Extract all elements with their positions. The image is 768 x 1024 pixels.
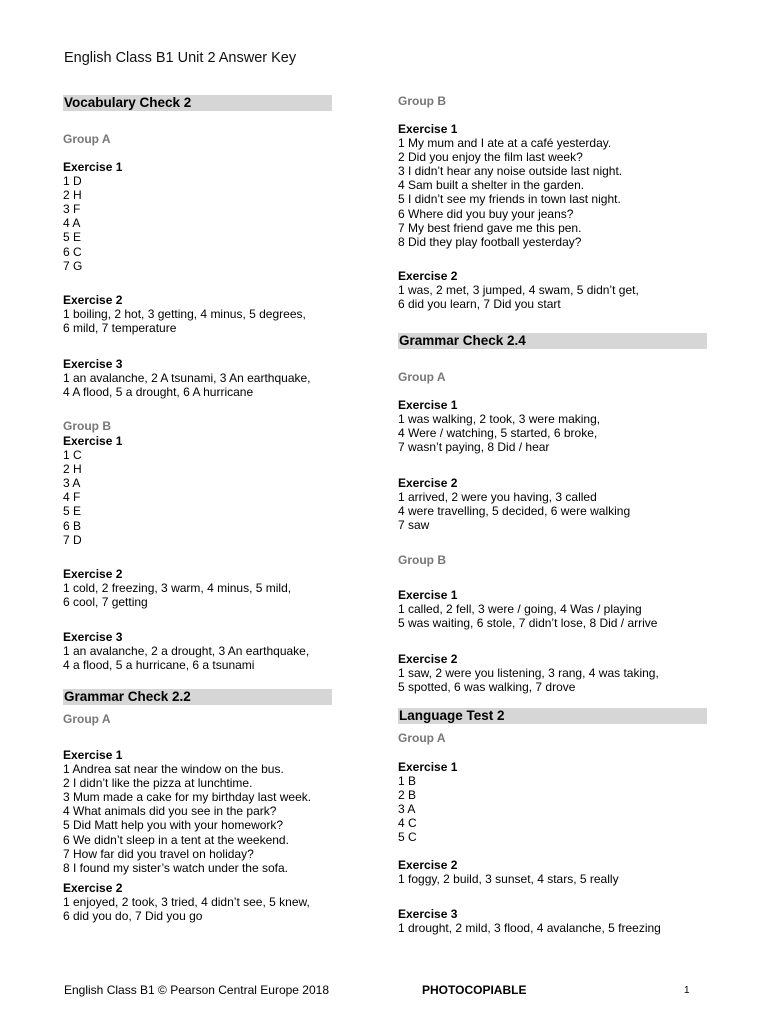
answer-line: 4 were travelling, 5 decided, 6 were walking xyxy=(398,504,631,519)
answer-line: 4 A flood, 5 a drought, 6 A hurricane xyxy=(63,385,254,400)
exercise-title: Exercise 2 xyxy=(63,293,123,307)
group-label: Group A xyxy=(398,731,446,745)
answer-line: 1 drought, 2 mild, 3 flood, 4 avalanche, 5 freezing xyxy=(398,921,661,936)
answer-line: 1 cold, 2 freezing, 3 warm, 4 minus, 5 mild, xyxy=(63,581,292,596)
exercise-title: Exercise 3 xyxy=(63,357,123,371)
answer-line: 5 I didn’t see my friends in town last night. xyxy=(398,192,621,207)
page-title: English Class B1 Unit 2 Answer Key xyxy=(64,50,297,66)
answer-line: 6 did you learn, 7 Did you start xyxy=(398,297,561,312)
answer-line: 3 Mum made a cake for my birthday last week. xyxy=(63,790,312,805)
answer-line: 3 A xyxy=(63,476,81,491)
exercise-block xyxy=(398,476,706,532)
exercise-title: Exercise 2 xyxy=(398,652,458,666)
answer-line: 1 was, 2 met, 3 jumped, 4 swam, 5 didn’t get, xyxy=(398,283,639,298)
answer-line: 7 D xyxy=(63,532,82,547)
answer-line: 5 Did Matt help you with your homework? xyxy=(63,818,284,833)
answer-line: 1 an avalanche, 2 a drought, 3 An earthquake, xyxy=(63,644,310,659)
exercise-block xyxy=(63,748,371,875)
exercise-block xyxy=(63,357,371,399)
group-label: Group B xyxy=(63,419,111,433)
answer-line: 8 I found my sister’s watch under the sofa. xyxy=(63,860,289,875)
exercise-block xyxy=(398,269,706,311)
exercise-title: Exercise 1 xyxy=(63,748,123,762)
answer-line: 6 cool, 7 getting xyxy=(63,595,148,610)
answer-line: 4 a flood, 5 a hurricane, 6 a tsunami xyxy=(63,658,255,673)
answer-line: 8 Did they play football yesterday? xyxy=(398,234,582,249)
answer-line: 4 F xyxy=(63,490,81,505)
answer-line: 7 saw xyxy=(398,518,430,533)
footer-copyright: English Class B1 © Pearson Central Europe 2018 xyxy=(64,983,329,997)
exercise-title: Exercise 2 xyxy=(63,881,123,895)
exercise-block xyxy=(63,434,371,547)
answer-line: 5 spotted, 6 was walking, 7 drove xyxy=(398,680,576,695)
exercise-block xyxy=(63,567,371,609)
answer-line: 1 saw, 2 were you listening, 3 rang, 4 was taking, xyxy=(398,666,659,681)
answer-line: 6 B xyxy=(63,518,82,533)
exercise-block xyxy=(398,907,706,935)
exercise-block xyxy=(63,630,371,672)
exercise-block xyxy=(398,652,706,694)
answer-line: 3 A xyxy=(398,802,416,817)
exercise-title: Exercise 2 xyxy=(63,567,123,581)
exercise-title: Exercise 1 xyxy=(63,434,123,448)
exercise-block xyxy=(398,398,706,454)
answer-line: 1 Andrea sat near the window on the bus. xyxy=(63,762,284,777)
exercise-block xyxy=(63,160,371,273)
answer-line: 1 D xyxy=(63,174,82,189)
answer-line: 6 mild, 7 temperature xyxy=(63,321,177,336)
exercise-title: Exercise 2 xyxy=(398,269,458,283)
answer-line: 1 arrived, 2 were you having, 3 called xyxy=(398,490,597,505)
exercise-title: Exercise 1 xyxy=(63,160,123,174)
exercise-title: Exercise 3 xyxy=(398,907,458,921)
answer-line: 4 What animals did you see in the park? xyxy=(63,804,277,819)
answer-line: 1 called, 2 fell, 3 were / going, 4 Was / playing xyxy=(398,602,642,617)
answer-line: 1 enjoyed, 2 took, 3 tried, 4 didn’t see, 5 knew, xyxy=(63,895,310,910)
answer-line: 5 E xyxy=(63,230,82,245)
answer-line: 1 an avalanche, 2 A tsunami, 3 An earthquake, xyxy=(63,371,311,386)
exercise-title: Exercise 1 xyxy=(398,588,458,602)
answer-line: 1 B xyxy=(398,774,417,789)
answer-line: 1 boiling, 2 hot, 3 getting, 4 minus, 5 degrees, xyxy=(63,307,306,322)
group-label: Group B xyxy=(398,94,446,108)
group-label: Group A xyxy=(63,712,111,726)
exercise-block xyxy=(398,760,706,845)
section-heading-language-test: Language Test 2 xyxy=(398,708,707,724)
answer-line: 1 foggy, 2 build, 3 sunset, 4 stars, 5 really xyxy=(398,872,619,887)
exercise-title: Exercise 3 xyxy=(63,630,123,644)
footer-photocopiable: PHOTOCOPIABLE xyxy=(422,983,527,997)
exercise-block xyxy=(398,588,706,630)
answer-line: 4 Were / watching, 5 started, 6 broke, xyxy=(398,426,598,441)
group-label: Group B xyxy=(398,553,446,567)
answer-line: 2 Did you enjoy the film last week? xyxy=(398,150,583,165)
answer-line: 3 F xyxy=(63,202,81,217)
group-label: Group A xyxy=(63,132,111,146)
exercise-block xyxy=(398,122,706,249)
answer-line: 2 H xyxy=(63,188,82,203)
exercise-block xyxy=(398,858,706,886)
answer-line: 5 E xyxy=(63,504,82,519)
exercise-title: Exercise 1 xyxy=(398,398,458,412)
exercise-block xyxy=(63,293,371,335)
answer-line: 4 A xyxy=(63,216,81,231)
answer-line: 7 How far did you travel on holiday? xyxy=(63,846,254,861)
answer-line: 5 was waiting, 6 stole, 7 didn’t lose, 8 Did / arrive xyxy=(398,616,658,631)
page-number: 1 xyxy=(684,985,690,996)
section-heading-grammar-2-4: Grammar Check 2.4 xyxy=(398,333,707,349)
exercise-title: Exercise 2 xyxy=(398,476,458,490)
answer-line: 2 I didn’t like the pizza at lunchtime. xyxy=(63,776,253,791)
answer-line: 1 was walking, 2 took, 3 were making, xyxy=(398,412,601,427)
answer-line: 1 C xyxy=(63,448,82,463)
answer-line: 7 wasn’t paying, 8 Did / hear xyxy=(398,440,550,455)
answer-line: 6 did you do, 7 Did you go xyxy=(63,909,203,924)
answer-line: 7 G xyxy=(63,258,83,273)
exercise-title: Exercise 2 xyxy=(398,858,458,872)
answer-line: 3 I didn’t hear any noise outside last night. xyxy=(398,164,623,179)
exercise-block xyxy=(63,881,371,923)
answer-line: 1 My mum and I ate at a café yesterday. xyxy=(398,136,612,151)
answer-line: 6 C xyxy=(63,244,82,259)
answer-line: 6 Where did you buy your jeans? xyxy=(398,206,574,221)
exercise-title: Exercise 1 xyxy=(398,122,458,136)
answer-line: 2 H xyxy=(63,462,82,477)
section-heading-vocabulary: Vocabulary Check 2 xyxy=(63,95,332,111)
group-label: Group A xyxy=(398,370,446,384)
answer-line: 6 We didn’t sleep in a tent at the weekend. xyxy=(63,832,289,847)
answer-line: 5 C xyxy=(398,830,417,845)
answer-line: 4 C xyxy=(398,816,417,831)
answer-line: 4 Sam built a shelter in the garden. xyxy=(398,178,585,193)
exercise-title: Exercise 1 xyxy=(398,760,458,774)
section-heading-grammar-2-2: Grammar Check 2.2 xyxy=(63,689,332,705)
answer-line: 7 My best friend gave me this pen. xyxy=(398,220,582,235)
answer-line: 2 B xyxy=(398,788,417,803)
